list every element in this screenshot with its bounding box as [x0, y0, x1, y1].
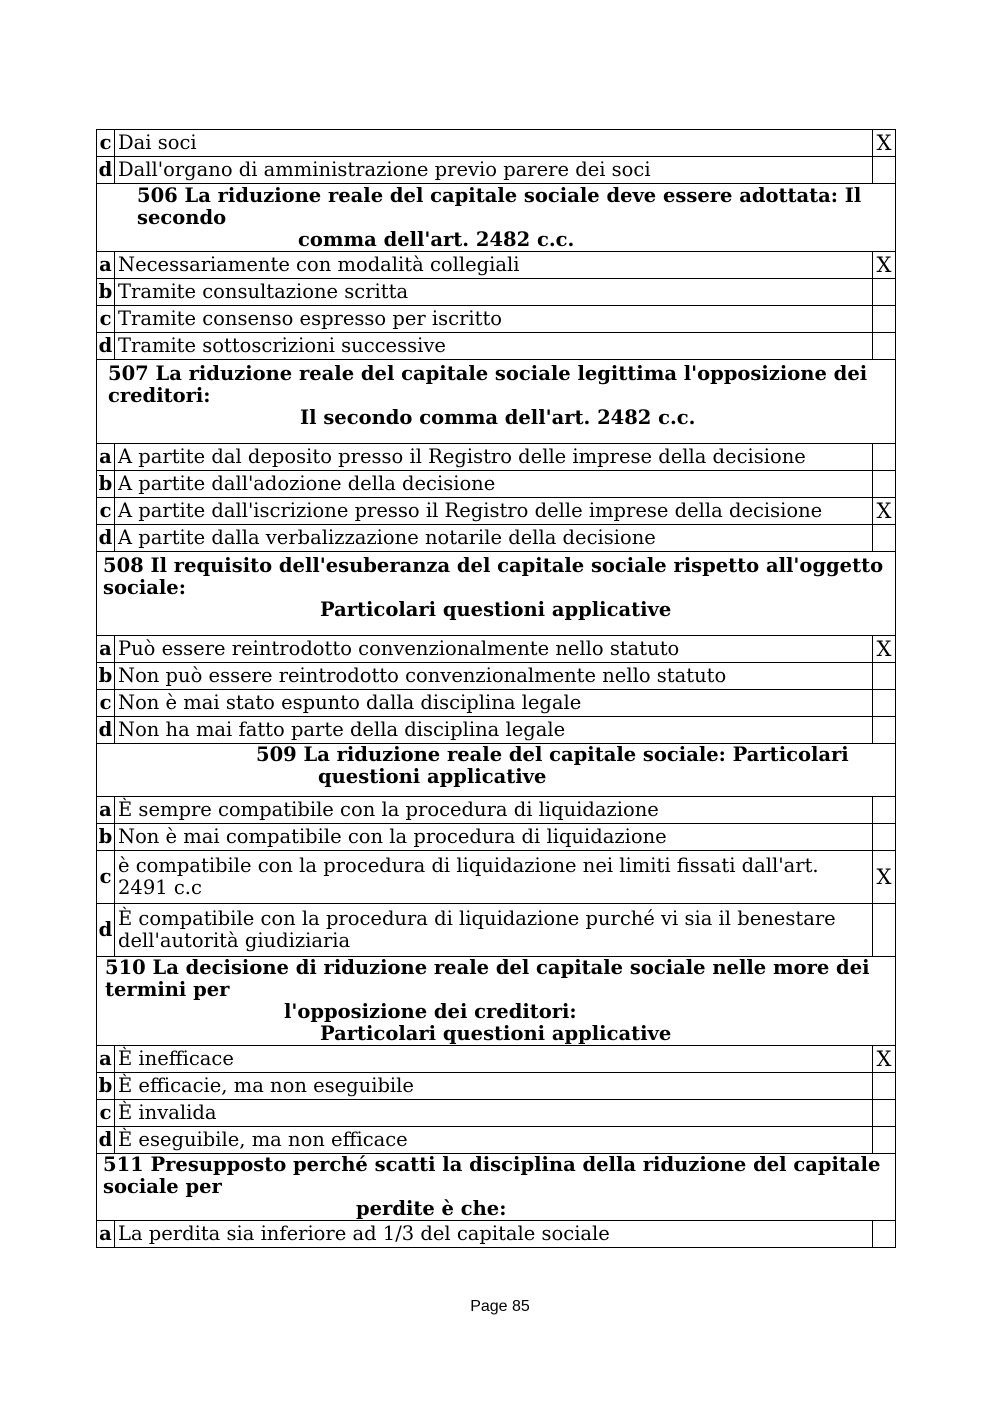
- answer-row: [97, 157, 896, 184]
- page-number: Page 85: [470, 1298, 530, 1315]
- question-text: [97, 360, 896, 444]
- answer-letter: b: [97, 824, 115, 851]
- answer-mark: [873, 1073, 896, 1100]
- answer-mark: [873, 824, 896, 851]
- answer-text: Tramite sottoscrizioni successive: [115, 333, 873, 360]
- answer-mark: X: [873, 851, 896, 904]
- answer-letter: d: [97, 1127, 115, 1154]
- answer-text: A partite dall'adozione della decisione: [115, 471, 873, 498]
- answer-mark: [873, 157, 896, 184]
- answer-letter: d: [97, 333, 115, 360]
- answer-text: Tramite consenso espresso per iscritto: [115, 306, 873, 333]
- answer-text: È efficacie, ma non eseguibile: [115, 1073, 873, 1100]
- answer-row: [97, 1127, 896, 1154]
- question-row: [97, 360, 896, 444]
- answer-text: È inefficace: [115, 1046, 873, 1073]
- answer-text: Tramite consultazione scritta: [115, 279, 873, 306]
- question-line: Particolari questioni applicative: [320, 1022, 672, 1045]
- question-text: [97, 744, 896, 797]
- answer-mark: [873, 525, 896, 552]
- answer-row: [97, 525, 896, 552]
- answer-letter: d: [97, 904, 115, 957]
- question-line: 511 Presupposto perché scatti la disciplina della riduzione del capitale sociale per: [103, 1153, 881, 1198]
- answer-text: Può essere reintrodotto convenzionalmente nello statuto: [115, 636, 873, 663]
- answer-mark: [873, 471, 896, 498]
- answer-mark: [873, 797, 896, 824]
- answer-text: È eseguibile, ma non efficace: [115, 1127, 873, 1154]
- answer-letter: c: [97, 130, 115, 157]
- answer-mark: [873, 717, 896, 744]
- question-line: 509 La riduzione reale del capitale sociale: Particolari: [256, 743, 849, 766]
- answer-mark: [873, 1127, 896, 1154]
- answer-letter: b: [97, 663, 115, 690]
- question-row: [97, 744, 896, 797]
- answer-row: [97, 904, 896, 957]
- question-line: perdite è che:: [356, 1197, 507, 1220]
- answer-row: [97, 252, 896, 279]
- answer-row: [97, 1221, 896, 1248]
- answer-mark: X: [873, 252, 896, 279]
- answer-row: [97, 1100, 896, 1127]
- answer-row: [97, 333, 896, 360]
- answer-text: A partite dal deposito presso il Registro delle imprese della decisione: [115, 444, 873, 471]
- answer-row: [97, 851, 896, 904]
- question-row: [97, 1154, 896, 1221]
- answer-row: [97, 797, 896, 824]
- answer-text: È compatibile con la procedura di liquidazione purché vi sia il benestare dell'autorità giudiziaria: [115, 904, 873, 957]
- answer-text: La perdita sia inferiore ad 1/3 del capitale sociale: [115, 1221, 873, 1248]
- answer-mark: [873, 1100, 896, 1127]
- question-line: Particolari questioni applicative: [320, 598, 672, 621]
- question-row: [97, 957, 896, 1046]
- answer-letter: a: [97, 1046, 115, 1073]
- answer-letter: b: [97, 279, 115, 306]
- question-line: 506 La riduzione reale del capitale sociale deve essere adottata: Il secondo: [137, 184, 862, 229]
- answer-row: [97, 824, 896, 851]
- answer-row: [97, 717, 896, 744]
- question-row: [97, 184, 896, 252]
- answer-text: Non è mai stato espunto dalla disciplina legale: [115, 690, 873, 717]
- answer-mark: [873, 690, 896, 717]
- question-line: 508 Il requisito dell'esuberanza del capitale sociale rispetto all'oggetto sociale:: [103, 554, 884, 599]
- question-line: l'opposizione dei creditori:: [284, 1000, 577, 1023]
- question-line: Il secondo comma dell'art. 2482 c.c.: [300, 406, 696, 429]
- answer-letter: c: [97, 1100, 115, 1127]
- answer-text: Dai soci: [115, 130, 873, 157]
- answer-mark: X: [873, 636, 896, 663]
- answer-mark: [873, 1221, 896, 1248]
- answer-mark: [873, 279, 896, 306]
- answer-text: È invalida: [115, 1100, 873, 1127]
- question-text: [97, 184, 896, 252]
- answer-row: [97, 279, 896, 306]
- answer-text: A partite dalla verbalizzazione notarile della decisione: [115, 525, 873, 552]
- answer-row: [97, 130, 896, 157]
- answer-letter: c: [97, 306, 115, 333]
- answer-letter: b: [97, 1073, 115, 1100]
- question-line: 507 La riduzione reale del capitale sociale legittima l'opposizione dei creditori:: [108, 362, 868, 407]
- answer-letter: b: [97, 471, 115, 498]
- question-line: questioni applicative: [318, 765, 547, 788]
- answer-letter: a: [97, 444, 115, 471]
- answer-row: [97, 471, 896, 498]
- answer-row: [97, 498, 896, 525]
- answer-row: [97, 636, 896, 663]
- answer-letter: d: [97, 157, 115, 184]
- answer-letter: a: [97, 797, 115, 824]
- question-row: [97, 552, 896, 636]
- answer-letter: d: [97, 717, 115, 744]
- answer-text: È sempre compatibile con la procedura di liquidazione: [115, 797, 873, 824]
- answer-letter: a: [97, 636, 115, 663]
- answer-mark: [873, 444, 896, 471]
- answer-letter: c: [97, 498, 115, 525]
- answer-letter: c: [97, 851, 115, 904]
- question-text: [97, 957, 896, 1046]
- answer-letter: a: [97, 1221, 115, 1248]
- answer-mark: [873, 663, 896, 690]
- answer-row: [97, 444, 896, 471]
- answer-letter: d: [97, 525, 115, 552]
- question-line: 510 La decisione di riduzione reale del capitale sociale nelle more dei termini per: [105, 956, 870, 1001]
- answer-mark: X: [873, 1046, 896, 1073]
- answer-mark: [873, 904, 896, 957]
- answer-letter: a: [97, 252, 115, 279]
- answer-letter: c: [97, 690, 115, 717]
- answer-row: [97, 663, 896, 690]
- question-text: [97, 1154, 896, 1221]
- answer-row: [97, 1073, 896, 1100]
- answer-mark: X: [873, 498, 896, 525]
- answer-text: è compatibile con la procedura di liquidazione nei limiti fissati dall'art. 2491 c.c: [115, 851, 873, 904]
- answer-mark: X: [873, 130, 896, 157]
- answer-mark: [873, 333, 896, 360]
- question-table: [96, 129, 896, 1248]
- answer-row: [97, 690, 896, 717]
- answer-text: Non è mai compatibile con la procedura di liquidazione: [115, 824, 873, 851]
- question-text: [97, 552, 896, 636]
- answer-mark: [873, 306, 896, 333]
- answer-text: Necessariamente con modalità collegiali: [115, 252, 873, 279]
- answer-text: Non ha mai fatto parte della disciplina legale: [115, 717, 873, 744]
- answer-row: [97, 306, 896, 333]
- answer-text: A partite dall'iscrizione presso il Registro delle imprese della decisione: [115, 498, 873, 525]
- answer-text: Non può essere reintrodotto convenzionalmente nello statuto: [115, 663, 873, 690]
- question-line: comma dell'art. 2482 c.c.: [298, 228, 575, 251]
- answer-text: Dall'organo di amministrazione previo parere dei soci: [115, 157, 873, 184]
- answer-row: [97, 1046, 896, 1073]
